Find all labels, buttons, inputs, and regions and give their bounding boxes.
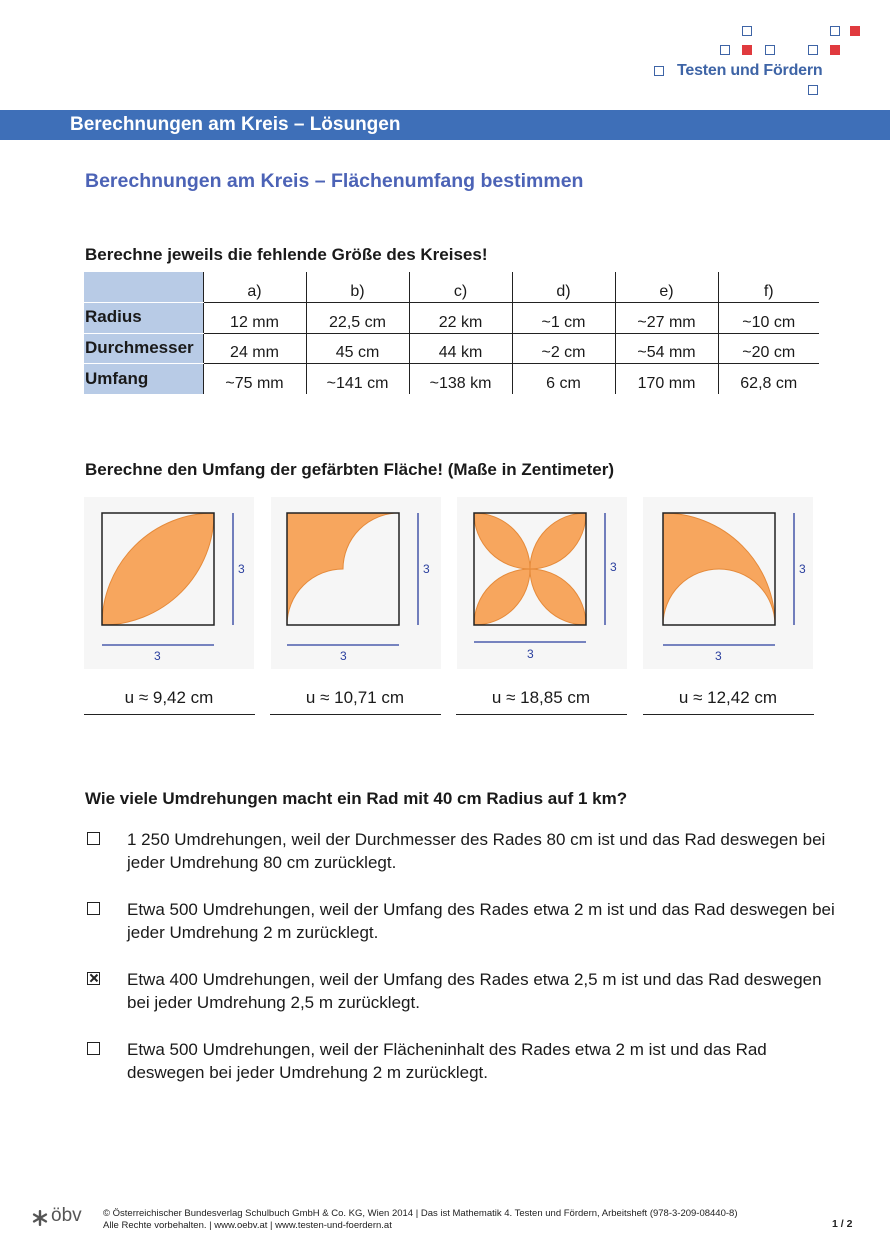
oebv-logo — [30, 1205, 90, 1228]
option-text: Etwa 500 Umdrehungen, weil der Umfang des Rades etwa 2 m ist und das Rad deswegen bei jeder Umdrehung 2 m zurücklegt. — [127, 900, 835, 942]
logo-square — [808, 45, 818, 55]
answer-figure-2: u ≈ 10,71 cm — [305, 688, 405, 707]
testen-und-foerdern-logo — [640, 18, 870, 108]
logo-square — [742, 45, 752, 55]
answer-line — [270, 714, 441, 715]
logo-square — [742, 26, 752, 36]
table-cell: 6 cm — [512, 364, 615, 395]
horizontal-dimension-label: 3 — [340, 649, 347, 663]
checkbox[interactable] — [87, 902, 100, 915]
column-header: e) — [615, 272, 718, 303]
row-label: Radius — [84, 303, 203, 334]
answer-figure-3: u ≈ 18,85 cm — [491, 688, 591, 707]
page-title: Berechnungen am Kreis – Lösungen — [70, 114, 401, 135]
table-cell: 45 cm — [306, 333, 409, 364]
column-header: d) — [512, 272, 615, 303]
task-prompt-wheel: Wie viele Umdrehungen macht ein Rad mit 40 cm Radius auf 1 km? — [85, 789, 628, 808]
table-cell: 170 mm — [615, 364, 718, 395]
answer-figure-1: u ≈ 9,42 cm — [124, 688, 214, 707]
column-header: a) — [203, 272, 306, 303]
figure-lens — [84, 497, 254, 669]
table-cell: 62,8 cm — [718, 364, 819, 395]
figure-flower — [457, 497, 627, 669]
table-cell: 22 km — [409, 303, 512, 334]
table-header-row — [84, 272, 819, 303]
option-text: 1 250 Umdrehungen, weil der Durchmesser des Rades 80 cm ist und das Rad deswegen bei jeder Umdrehung 80 cm zurücklegt. — [127, 830, 826, 872]
horizontal-dimension-label: 3 — [715, 649, 722, 663]
table-cell: ~138 km — [409, 364, 512, 395]
answer-line — [643, 714, 814, 715]
column-header: c) — [409, 272, 512, 303]
figure-crescent — [643, 497, 813, 669]
table-cell: ~2 cm — [512, 333, 615, 364]
table-cell: ~75 mm — [203, 364, 306, 395]
vertical-dimension-label: 3 — [238, 562, 245, 576]
table-cell: 22,5 cm — [306, 303, 409, 334]
table-cell: ~27 mm — [615, 303, 718, 334]
logo-square — [830, 45, 840, 55]
logo-square — [654, 66, 664, 76]
table-row — [84, 303, 819, 334]
table-row — [84, 333, 819, 364]
logo-square — [850, 26, 860, 36]
task-prompt-table: Berechne jeweils die fehlende Größe des Kreises! — [85, 245, 488, 264]
checkbox[interactable] — [87, 832, 100, 845]
table-cell: ~10 cm — [718, 303, 819, 334]
vertical-dimension-label: 3 — [423, 562, 430, 576]
column-header: b) — [306, 272, 409, 303]
column-header: f) — [718, 272, 819, 303]
task-prompt-figures: Berechne den Umfang der gefärbten Fläche! (Maße in Zentimeter) — [85, 460, 614, 479]
table-cell: ~54 mm — [615, 333, 718, 364]
oebv-logo-text: öbv — [51, 1205, 82, 1226]
table-cell: ~1 cm — [512, 303, 615, 334]
option-text: Etwa 500 Umdrehungen, weil der Flächeninhalt des Rades etwa 2 m ist und das Rad deswegen bei jeder Umdrehung 2 m zurücklegt. — [127, 1040, 767, 1082]
answer-figure-4: u ≈ 12,42 cm — [678, 688, 778, 707]
logo-square — [808, 85, 818, 95]
horizontal-dimension-label: 3 — [527, 647, 534, 661]
table-row — [84, 364, 819, 395]
vertical-dimension-label: 3 — [799, 562, 806, 576]
vertical-dimension-label: 3 — [610, 560, 617, 574]
footer-rights: Alle Rechte vorbehalten. | www.oebv.at | www.testen-und-foerdern.at — [103, 1220, 392, 1231]
oebv-logo-icon — [30, 1208, 50, 1228]
logo-square — [765, 45, 775, 55]
horizontal-dimension-label: 3 — [154, 649, 161, 663]
footer-text — [103, 1208, 738, 1232]
section-title: Berechnungen am Kreis – Flächenumfang bestimmen — [85, 170, 584, 192]
table-cell: ~20 cm — [718, 333, 819, 364]
checkbox-checked[interactable] — [87, 972, 100, 985]
logo-square — [830, 26, 840, 36]
table-cell: ~141 cm — [306, 364, 409, 395]
figure-notched-square — [271, 497, 441, 669]
table-corner — [84, 272, 203, 303]
table-cell: 44 km — [409, 333, 512, 364]
option-text: Etwa 400 Umdrehungen, weil der Umfang des Rades etwa 2,5 m ist und das Rad deswegen bei jeder Umdrehung 2,5 m zurücklegt. — [127, 970, 822, 1012]
answer-line — [84, 714, 255, 715]
table-cell: 12 mm — [203, 303, 306, 334]
logo-text: Testen und Fördern — [677, 62, 823, 79]
circle-table — [84, 272, 819, 394]
row-label: Durchmesser — [84, 333, 203, 364]
answer-line — [456, 714, 627, 715]
table-cell: 24 mm — [203, 333, 306, 364]
logo-square — [720, 45, 730, 55]
checkbox[interactable] — [87, 1042, 100, 1055]
row-label: Umfang — [84, 364, 203, 395]
page-number: 1 / 2 — [832, 1218, 853, 1230]
footer-copyright: © Österreichischer Bundesverlag Schulbuch GmbH & Co. KG, Wien 2014 | Das ist Mathematik 4. Testen und Fördern, Arbeitsheft (978-3-209-08440-8) — [103, 1208, 738, 1219]
